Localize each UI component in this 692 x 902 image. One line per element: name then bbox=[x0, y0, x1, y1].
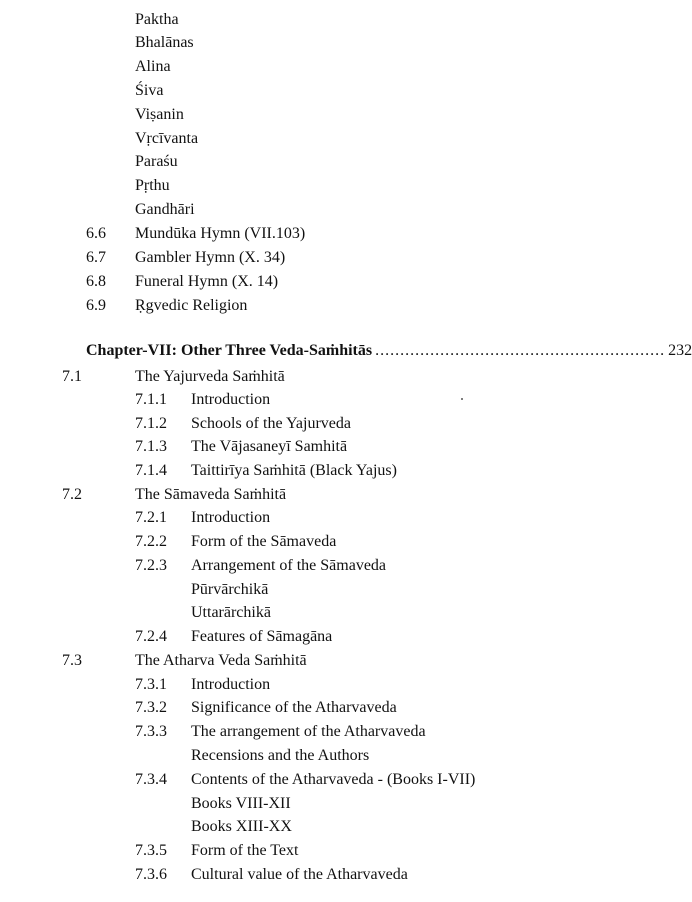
subsection-number: 7.2.4 bbox=[135, 628, 167, 645]
section-title: Gambler Hymn (X. 34) bbox=[135, 249, 286, 266]
subsection-title: Cultural value of the Atharvaveda bbox=[191, 866, 408, 883]
subsection-title: Form of the Text bbox=[191, 842, 299, 859]
section-title: The Atharva Veda Saṁhitā bbox=[135, 652, 307, 669]
subsection-number: 7.2.2 bbox=[135, 533, 167, 550]
subsection-title: Schools of the Yajurveda bbox=[191, 415, 351, 432]
subsection-number: 7.3.5 bbox=[135, 842, 167, 859]
subsection-title: The arrangement of the Atharvaveda bbox=[191, 723, 426, 740]
toc-item-prthu: Pṛthu bbox=[135, 177, 170, 194]
subsection-title: Introduction bbox=[191, 676, 271, 693]
subsection-title: Recensions and the Authors bbox=[191, 747, 370, 764]
chapter-heading bbox=[86, 341, 692, 361]
section-number: 6.7 bbox=[86, 249, 106, 266]
section-title: Mundūka Hymn (VII.103) bbox=[135, 225, 306, 242]
subsection-title: Significance of the Atharvaveda bbox=[191, 699, 397, 716]
subsection-number: 7.3.3 bbox=[135, 723, 167, 740]
subsection-title: Introduction bbox=[191, 391, 271, 408]
toc-item-bhalanas: Bhalānas bbox=[135, 34, 194, 51]
subsection-number: 7.1.3 bbox=[135, 438, 167, 455]
subsection-number: 7.3.2 bbox=[135, 699, 167, 716]
chapter-page-number: 232 bbox=[668, 342, 692, 359]
subsection-title: The Vājasaneyī Samhitā bbox=[191, 438, 348, 455]
toc-item-parasu: Paraśu bbox=[135, 153, 178, 170]
section-number: 6.8 bbox=[86, 273, 106, 290]
toc-item-alina: Alina bbox=[135, 58, 171, 75]
subsection-title: Introduction bbox=[191, 509, 271, 526]
toc-item-siva: Śiva bbox=[135, 82, 164, 99]
subsection-title: Features of Sāmagāna bbox=[191, 628, 333, 645]
toc-item-gandhari: Gandhāri bbox=[135, 201, 195, 218]
subsection-title: Books VIII-XII bbox=[191, 795, 291, 812]
subsection-number: 7.3.1 bbox=[135, 676, 167, 693]
section-number: 7.3 bbox=[62, 652, 82, 669]
subsection-title: Contents of the Atharvaveda - (Books I-VII) bbox=[191, 771, 476, 788]
section-title: The Yajurveda Saṁhitā bbox=[135, 368, 285, 385]
subsection-title: Pūrvārchikā bbox=[191, 581, 269, 598]
subsection-number: 7.1.4 bbox=[135, 462, 167, 479]
toc-item-paktha: Paktha bbox=[135, 11, 179, 28]
section-title: Funeral Hymn (X. 14) bbox=[135, 273, 279, 290]
section-number: 7.2 bbox=[62, 486, 82, 503]
section-number: 7.1 bbox=[62, 368, 82, 385]
toc-item-visanin: Viṣanin bbox=[135, 106, 184, 123]
chapter-title: Chapter-VII: Other Three Veda-Saṁhitās bbox=[86, 342, 373, 359]
subsection-number: 7.2.1 bbox=[135, 509, 167, 526]
stray-dot bbox=[461, 398, 463, 400]
subsection-number: 7.2.3 bbox=[135, 557, 167, 574]
subsection-number: 7.3.4 bbox=[135, 771, 167, 788]
subsection-title: Form of the Sāmaveda bbox=[191, 533, 337, 550]
subsection-number: 7.3.6 bbox=[135, 866, 167, 883]
section-number: 6.6 bbox=[86, 225, 106, 242]
section-title: Ṛgvedic Religion bbox=[135, 297, 248, 314]
subsection-title: Uttarārchikā bbox=[191, 604, 271, 621]
subsection-number: 7.1.2 bbox=[135, 415, 167, 432]
leader-dots: .......................................................... bbox=[375, 342, 666, 359]
section-title: The Sāmaveda Saṁhitā bbox=[135, 486, 287, 503]
section-number: 6.9 bbox=[86, 297, 106, 314]
subsection-title: Taittirīya Saṁhitā (Black Yajus) bbox=[191, 462, 397, 479]
subsection-title: Books XIII-XX bbox=[191, 818, 292, 835]
subsection-number: 7.1.1 bbox=[135, 391, 167, 408]
subsection-title: Arrangement of the Sāmaveda bbox=[191, 557, 387, 574]
toc-item-vrcivanta: Vṛcīvanta bbox=[135, 130, 199, 147]
